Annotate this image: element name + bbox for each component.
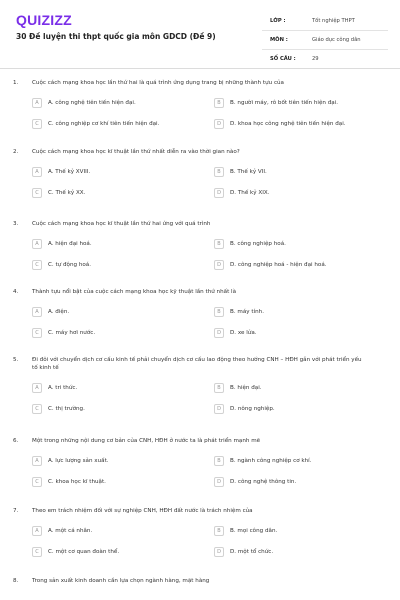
answer-option[interactable] xyxy=(214,96,396,110)
meta-label: LỚP : xyxy=(270,18,286,24)
option-letter-box: D xyxy=(214,547,224,557)
option-letter-box: A xyxy=(32,98,42,108)
question-item xyxy=(0,288,400,340)
question-number: 5. xyxy=(13,357,19,363)
question-text: Một trong những nội dung cơ bản của CNH, HĐH ở nước ta là phát triển mạnh mẽ xyxy=(32,438,261,444)
answer-option[interactable] xyxy=(32,524,214,538)
question-text: Cuộc cách mạng khoa học kĩ thuật lần thứ nhất diễn ra vào thời gian nào? xyxy=(32,149,240,155)
option-letter-box: D xyxy=(214,188,224,198)
option-text: D. công nghệ thông tin. xyxy=(230,479,297,485)
question-head xyxy=(0,288,400,296)
question-item xyxy=(0,79,400,131)
question-number: 7. xyxy=(13,508,19,514)
answer-option[interactable] xyxy=(32,186,214,200)
answer-options xyxy=(32,237,400,272)
answer-option[interactable] xyxy=(32,117,214,131)
answer-option[interactable] xyxy=(32,96,214,110)
meta-label: MÔN : xyxy=(270,37,288,43)
question-item xyxy=(0,437,400,489)
question-item xyxy=(0,220,400,272)
option-letter-box: B xyxy=(214,167,224,177)
option-letter-box: C xyxy=(32,547,42,557)
option-text: A. công nghệ tiên tiến hiện đại. xyxy=(48,100,136,106)
meta-row-count xyxy=(262,50,388,69)
question-head xyxy=(0,220,400,228)
question-item xyxy=(0,507,400,559)
option-letter-box: D xyxy=(214,404,224,414)
answer-option[interactable] xyxy=(32,258,214,272)
option-letter-box: B xyxy=(214,456,224,466)
document-title: 30 Đề luyện thi thpt quốc gia môn GDCD (Đề 9) xyxy=(16,32,216,41)
option-letter-box: C xyxy=(32,328,42,338)
option-text: C. Thế kỷ XX. xyxy=(48,190,86,196)
answer-option[interactable] xyxy=(214,117,396,131)
option-letter-box: B xyxy=(214,98,224,108)
question-item xyxy=(0,148,400,200)
answer-option[interactable] xyxy=(214,186,396,200)
answer-option[interactable] xyxy=(214,165,396,179)
option-text: B. ngành công nghiệp cơ khí. xyxy=(230,458,312,464)
answer-option[interactable] xyxy=(214,381,396,395)
answer-option[interactable] xyxy=(214,454,396,468)
option-text: A. điện. xyxy=(48,309,70,315)
question-number: 6. xyxy=(13,438,19,444)
option-letter-box: A xyxy=(32,239,42,249)
option-text: A. hiện đại hoá. xyxy=(48,241,92,247)
question-text: Theo em trách nhiệm đối với sự nghiệp CNH, HĐH đất nước là trách nhiệm của xyxy=(32,508,253,514)
option-text: B. mọi công dân. xyxy=(230,528,278,534)
answer-option[interactable] xyxy=(214,305,396,319)
option-text: A. một cá nhân. xyxy=(48,528,93,534)
question-head xyxy=(0,148,400,156)
option-letter-box: A xyxy=(32,383,42,393)
answer-options xyxy=(32,524,400,559)
option-text: D. một tổ chức. xyxy=(230,549,274,555)
answer-option[interactable] xyxy=(32,475,214,489)
option-text: D. nông nghiệp. xyxy=(230,406,275,412)
answer-option[interactable] xyxy=(32,545,214,559)
question-text: Trong sản xuất kinh doanh cần lựa chọn ngành hàng, mặt hàng xyxy=(32,578,210,584)
question-text: Thành tựu nổi bật của cuộc cách mạng khoa học kỹ thuật lần thứ nhất là xyxy=(32,289,237,295)
option-text: C. công nghiệp cơ khí tiên tiến hiện đại. xyxy=(48,121,160,127)
question-item xyxy=(0,577,400,585)
answer-option[interactable] xyxy=(32,326,214,340)
option-letter-box: C xyxy=(32,260,42,270)
option-text: C. máy hơi nước. xyxy=(48,330,96,336)
quizizz-logo: QUIZIZZ xyxy=(16,12,72,28)
option-letter-box: D xyxy=(214,328,224,338)
option-text: C. một cơ quan đoàn thể. xyxy=(48,549,120,555)
meta-label: SỐ CÂU : xyxy=(270,56,296,62)
option-letter-box: C xyxy=(32,119,42,129)
answer-options xyxy=(32,165,400,200)
question-text: Đi đôi với chuyển dịch cơ cấu kinh tế phải chuyển dịch cơ cấu lao động theo hướng CNH – HĐH gắn với phát triển yếu tố kinh tế xyxy=(32,357,362,371)
option-letter-box: A xyxy=(32,307,42,317)
option-text: A. tri thức. xyxy=(48,385,78,391)
question-text: Cuộc cách mạng khoa học lần thứ hai là quá trình ứng dụng trang bị những thành tựu của xyxy=(32,80,284,86)
option-text: B. máy tính. xyxy=(230,309,264,315)
answer-options xyxy=(32,454,400,489)
option-letter-box: C xyxy=(32,188,42,198)
question-head xyxy=(0,79,400,87)
question-item xyxy=(0,356,400,416)
question-number: 3. xyxy=(13,221,19,227)
option-text: D. khoa học công nghệ tiên tiến hiện đại. xyxy=(230,121,346,127)
question-head xyxy=(0,356,400,372)
option-letter-box: A xyxy=(32,167,42,177)
option-text: D. xe lửa. xyxy=(230,330,257,336)
option-text: D. công nghiệp hoá - hiện đại hoá. xyxy=(230,262,327,268)
answer-option[interactable] xyxy=(32,237,214,251)
answer-option[interactable] xyxy=(214,402,396,416)
option-letter-box: D xyxy=(214,477,224,487)
option-letter-box: A xyxy=(32,526,42,536)
answer-option[interactable] xyxy=(32,165,214,179)
option-text: A. Thế kỷ XVIII. xyxy=(48,169,91,175)
option-text: D. Thế kỷ XIX. xyxy=(230,190,270,196)
question-number: 4. xyxy=(13,289,19,295)
option-text: B. hiện đại. xyxy=(230,385,262,391)
option-text: A. lực lượng sản xuất. xyxy=(48,458,109,464)
option-letter-box: C xyxy=(32,477,42,487)
option-text: C. tự động hoá. xyxy=(48,262,91,268)
question-number: 2. xyxy=(13,149,19,155)
answer-option[interactable] xyxy=(214,258,396,272)
option-letter-box: B xyxy=(214,307,224,317)
option-letter-box: B xyxy=(214,383,224,393)
option-text: C. thị trường. xyxy=(48,406,85,412)
option-letter-box: A xyxy=(32,456,42,466)
option-letter-box: C xyxy=(32,404,42,414)
answer-options xyxy=(32,305,400,340)
meta-row-grade xyxy=(262,12,388,31)
option-letter-box: D xyxy=(214,119,224,129)
answer-option[interactable] xyxy=(32,402,214,416)
answer-option[interactable] xyxy=(214,237,396,251)
question-number: 8. xyxy=(13,578,19,584)
answer-option[interactable] xyxy=(214,475,396,489)
answer-options xyxy=(32,381,400,416)
answer-option[interactable] xyxy=(214,545,396,559)
answer-option[interactable] xyxy=(32,454,214,468)
question-head xyxy=(0,577,400,585)
meta-table xyxy=(262,12,388,69)
answer-option[interactable] xyxy=(214,524,396,538)
answer-option[interactable] xyxy=(32,381,214,395)
answer-options xyxy=(32,96,400,131)
question-head xyxy=(0,437,400,445)
option-text: B. công nghiệp hoá. xyxy=(230,241,286,247)
question-number: 1. xyxy=(13,80,19,86)
meta-row-subject xyxy=(262,31,388,50)
question-head xyxy=(0,507,400,515)
meta-value: 29 xyxy=(312,56,319,62)
option-text: B. Thế kỷ VII. xyxy=(230,169,267,175)
answer-option[interactable] xyxy=(214,326,396,340)
header-divider xyxy=(0,68,400,69)
option-letter-box: B xyxy=(214,526,224,536)
question-text: Cuộc cách mạng khoa học kĩ thuật lần thứ hai ứng với quá trình xyxy=(32,221,211,227)
option-letter-box: D xyxy=(214,260,224,270)
answer-option[interactable] xyxy=(32,305,214,319)
meta-value: Giáo dục công dân xyxy=(312,37,361,43)
option-letter-box: B xyxy=(214,239,224,249)
option-text: B. người máy, rô bốt tiên tiến hiện đại. xyxy=(230,100,339,106)
meta-value: Tốt nghiệp THPT xyxy=(312,18,355,24)
option-text: C. khoa học kĩ thuật. xyxy=(48,479,106,485)
